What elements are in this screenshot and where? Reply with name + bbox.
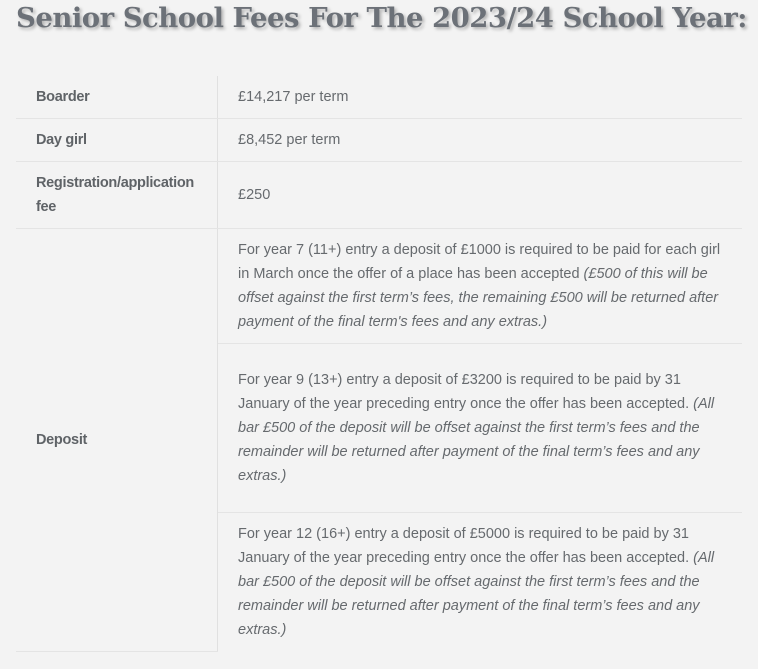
- fees-table: [16, 76, 742, 652]
- boarder-fee: £14,217 per term: [218, 76, 743, 119]
- deposit-year-7: [218, 229, 743, 344]
- boarder-label: Boarder: [16, 76, 218, 119]
- table-row-day-girl: [16, 119, 742, 162]
- day-girl-label: Day girl: [16, 119, 218, 162]
- deposit-year-7-text: For year 7 (11+) entry a deposit of £1000 is required to be paid for each girl in March once the offer of a place has been accepted: [238, 242, 721, 282]
- deposit-year-12-text: For year 12 (16+) entry a deposit of £5000 is required to be paid by 31 January of the year preceding entry once the offer has been accepted.: [238, 526, 694, 566]
- day-girl-fee: £8,452 per term: [218, 119, 743, 162]
- table-row-boarder: [16, 76, 742, 119]
- table-row-deposit-year-7: [16, 229, 742, 344]
- registration-label: Registration/application fee: [16, 162, 218, 229]
- deposit-year-12-note: (All bar £500 of the deposit will be offset against the first term’s fees and the remainder will be returned after payment of the final term’s fees and any extras.): [238, 550, 715, 638]
- registration-fee: £250: [218, 162, 743, 229]
- table-row-registration: [16, 162, 742, 229]
- deposit-label: Deposit: [16, 229, 218, 652]
- deposit-year-7-note: (£500 of this will be offset against the first term’s fees, the remaining £500 will be returned after payment of the final term's fees and any extras.): [238, 266, 719, 330]
- page-title: Senior School Fees For The 2023/24 School Year:: [16, 2, 747, 34]
- deposit-year-9-text: For year 9 (13+) entry a deposit of £3200 is required to be paid by 31 January of the year preceding entry once the offer has been accepted.: [238, 372, 694, 412]
- deposit-year-9: [218, 344, 743, 513]
- deposit-year-12: [218, 513, 743, 652]
- deposit-year-9-note: (All bar £500 of the deposit will be offset against the first term’s fees and the remainder will be returned after payment of the final term’s fees and any extras.): [238, 396, 715, 484]
